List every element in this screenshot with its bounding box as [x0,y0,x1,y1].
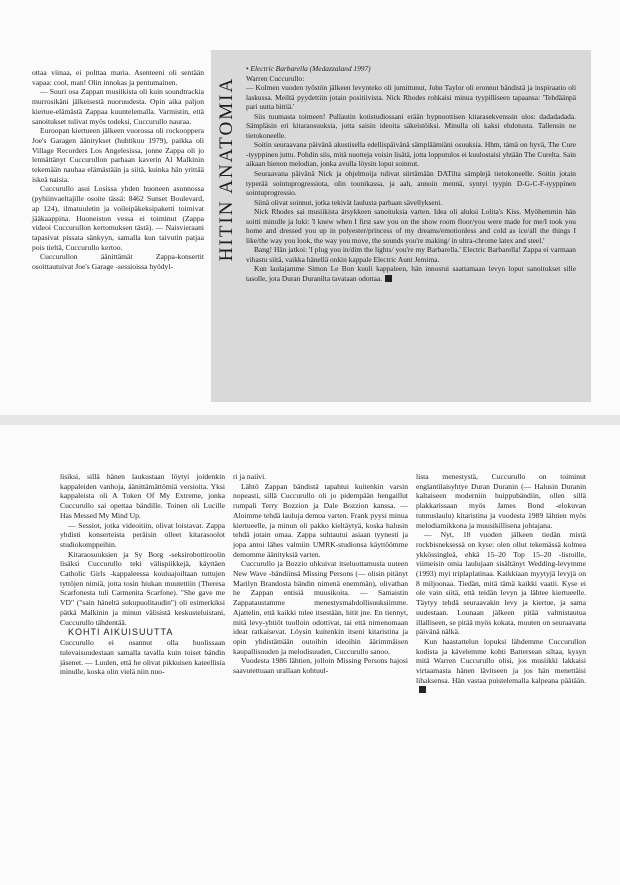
end-mark-icon [419,686,426,693]
paragraph: ottaa viinaa, ei polttaa maria. Asenteeni oli sentään vapaa: cool, man! Olin innokas ja pentumainen. [32,68,204,87]
sidebar-paragraph-text: Kun laulajamme Simon Le Bon kuuli kappaleen, hän innostui saattamaan levyn loput sanoitukset sille tasolle, jota Duran Duranilta tavataan odottaa. [246,264,576,284]
sidebar-title-text: HITIN ANATOMIA [216,76,237,262]
article-column-1 [60,472,225,677]
paragraph: Vuodesta 1986 lähtien, jolloin Missing Persons hajosi saavutettuaan urallaan kohtuul- [233,656,408,676]
paragraph: Cuccurullo ja Bozzio uhkuivat itseluottamusta uuteen New Wave -bändiinsä Missing Persons (— olisin pitänyt Marilyn Brandosta bändin nimenä enemmän), olivathan he Zappan entisiä muusikoita. — Samaistin Zappataustamme menestysmahdollisuuksiimme. Ajattelin, että kaikki tulee itsestään, hitit jne. En tiennyt, mitä levy-yhtiöt tuolloin odottivat, tai että nimenomaan ideat ratkaisevat. Löysin kuitenkin itseni kitaristina ja opin yhdistämään outoihin ideoihin äärimmäisen kaupallisuuden ja melodisuuden, Cuccurullo sanoo. [233,559,408,656]
paragraph: lisiksi, sillä hänen laukustaan löytyi joidenkin kappaleiden vanhoja, äänittämättömiä versioita. Yksi kappaleista oli A Token Of My Extreme, jonka Cuccurullo sai opettaa bändille. Toinen oli Lucille Has Messed My Mind Up. [60,472,225,520]
sidebar-title [213,64,241,274]
sidebar-paragraph [246,264,576,283]
paragraph: Euroopan kiertueen jälkeen vuorossa oli rockooppera Joe's Garagen äänitykset (huhtikuu 1979), paikka oli Village Recorders Los Angelesissa, jonne Zappa oli jo lennättänyt Cuccurullon parhaan kaverin Al Malkinin tekemään nauhaa elämästään ja siitä, kuinka hän yrittää iskeä naisia. [32,126,204,184]
paragraph: Cuccurullon äänittämät Zappa-konsertit osoittautuivat Joe's Garage -sessioissa hyödyl- [32,252,204,272]
paragraph: — Nyt, 18 vuoden jälkeen tiedän mistä rockbisneksessä on kyse: olen ollut tekemässä kolmea ykkössingleä, ehkä 15–20 Top 15–20 -listoille, viimeisin omia laulujaan sisältänyt Wedding-levymme (1993) myi triplaplatinaa. Kaikkiaan myytyjä levyjä on 8 miljoonaa. Tiedän, mitä tämä kaikki vaatii. Kyse ei ole vain siitä, että teidän levyn ja lähtee kiertueelle. Täytyy tehdä seuraavakin levy ja kiertue, ja sama uudestaan. Lounaan jälkeen pitää valmistautua illalliseen, se pitää myös kokata, muuten on seuraavana päivänä nälkä. [416,530,586,637]
paragraph [416,637,586,695]
sidebar-song-credit: • Electric Barbarella (Medazzaland 1997) [246,64,371,73]
magazine-page-bottom [0,425,620,885]
paragraph: Kitaraosuuksien ja Sy Borg -seksirobottiroolin lisäksi Cuccurullo teki välispiikkejä, käyttäen Catholic Girls -kappaleessa kouluajoiltaan tuttujen tyttöjen nimiä, jotta tosin hiukan muutettiin (Theresa Scarfonesta tuli Carmenita Scarfone). "She gave me VD" ("sain häneltä sukupuolitaudin") oli esimerkiksi pätkä Malkinin ja minun välisistä keskusteluistani, Cuccurullo tähdentää. [60,549,225,627]
paragraph: Lähtö Zappan bändistä tapahtui kuitenkin varsin nopeasti, sillä Cuccurullo oli jo pidempään hengaillut rumpali Terry Bozzion ja Dale Bozzion kanssa. — Aloimme tehdä lauluja demoa varten. Frank pyysi minua kiertueelle, ja minun oli pakko kieltäytyä, koska halusin tehdä jotain omaa. Zappa suhtautui asiaan tyynesti ja jopa antoi lähes valmiin UMRK-studionsa käyttöömme demomme äänityksiä varten. [233,481,408,559]
paragraph: ri ja naiivi. [233,472,267,481]
paragraph: lista menestystä, Cuccurullo on toiminut englantilaisyhtye Duran Duranin (— Halusin Duranin kaltaiseen moderniin huippubändiin, ollen sillä plakkarissaan myös James Bond -elokuvan tunnuslaulu) kitaristina ja vuodesta 1989 lähtien myös melodiamikkona ja muusikillisena johtajana. [416,472,586,530]
paragraph-text: Kun haastattelun lopuksi lähdemme Cuccurullon kodista ja kävelemme kohti Battersean siltaa, kysyn mitä Warren Cuccurullo olisi, jos musiikki lakkaisi virtaamasta hänen lävitseen ja jos hän menettäisi lihaksensa. Hän vastaa puistelemalla kalpeana päätään. [416,636,586,685]
sidebar-paragraph: Siis tuumasta toimeen! Pullautin kotistudiossani erään hypnoottisen kitarasekvenssin ulos: dadadadada. Sämpläsin eri kitaraosuuksia, jotta saisin ideoita säkeistöiksi. Minulla oli kaksi ehdotusta. Tallensin ne tietokoneelle. [246,111,576,140]
article-column-3 [416,472,586,695]
section-subheading: KOHTI AIKUISUUTTA [68,627,174,638]
sidebar-paragraph: Seuraavana päivänä Nick ja ohjelmoija tulivat siirtämään DATilta sämplejä tietokoneelle. Soitin jotain typerää sointuprogressiota, olin toonikassa, ja aah, annoin mennä, syntyi tyypin D-G-C-F-tyyppinen sointuprogressio. [246,169,576,198]
sidebar-paragraph: Bang! Hän jatkoi: 'I plug you in/dim the lights/ you're my Barbarella.' Electric Barbarella! Zappa ei varmaan vihastu siitä, vaikka hänellä onkin kappale Electric Aunt Jemima. [246,245,576,264]
sidebar-paragraph: Siinä olivat soinnut, jotka tekivät laulusta parhaan sävellykseni. [254,197,443,207]
sidebar-paragraph: Soitin seuraavana päivänä akustisella edellispäivänä sämpläämiäni osuuksia. Hhm, tämä on hyvä, The Cure -tyyppinen juttu. Pohdin siis, mitä nuotteja voisin lisätä, jotta lopputulos ei kuulostaisi yhtään The Curelta. Sain aikaan hienon melodian, jonka avulla löysin loput soinnut. [246,140,576,169]
sidebar-speaker: Warren Cuccurullo: [246,73,305,83]
article-column-2 [233,472,408,676]
sidebar-paragraph: — Kolmen vuoden työstön jälkeen levynteko oli jumittunut, John Taylor oli eronnut bändistä ja inspiraatio oli laskussa. Meiltä pyydettiin jotain positiivista. Nick Rhodes rohkaisi minua tyypilliseen tapaansa: 'Tehdäänpä pari uutta hittiä.' [246,83,576,112]
magazine-page-top [0,0,620,415]
paragraph: Cuccurullo asui Losissa yhden huoneen asunnossa (pyhiinvaeltajille osoite tässä: 8462 Sunset Boulevard, ap 124), ilmatuuletin ja voileipäkeksipaketti toimivat jääkaappina. Huoneiston vessa ei toiminut (Zappa videoi Cuccurullon kertomuksen tästä). — Naisvieraani tapasivat pissata sänkyyn, samalla kun taivutin patjaa pois tieltä, Cuccurullo kertoo. [32,184,204,252]
sidebar-text [246,64,576,284]
paragraph: Cuccurullo ei osannut olla huolissaan tulevaisuudestaan samalla tavalla kuin toiset bändin jäsenet. — Luulen, että he olivat pikkuisen kateellisia minulle, koska olin vielä niin nuo- [60,638,225,677]
paragraph: — Suuri osa Zappan musiikista oli kuin soundtrackia murrosikäni jälkeisestä nuoruudesta. Opin aika paljon kiertue-elämästä Zappaa kuuntelemalla. Varmistin, että sanoitukset tulivat myös todeksi, Cuccurullo nauraa. [32,87,204,126]
end-mark-icon [385,275,392,282]
paragraph: — Sessiot, jotka videoitiin, olivat loistavat. Zappa yhdisti konserteista peräisin olleet kitarasoolot studiokomppeihin. [60,520,225,549]
article-column-left [32,68,204,272]
sidebar-paragraph: Nick Rhodes sai musiikista ärsykkeen sanoituksia varten. Idea oli aluksi Lolita's Kiss. Myöhemmin hän soitti minulle ja luki: 'I knew when I first saw you on the show room floor/you were made for me/I took you home and dressed you up in polyester/princess of my dreams/emotionless and cold as ice/all the things I like/the way you look, the way you move, the sounds you're making/ in ultra-chrome latex and steel.' [246,207,576,245]
